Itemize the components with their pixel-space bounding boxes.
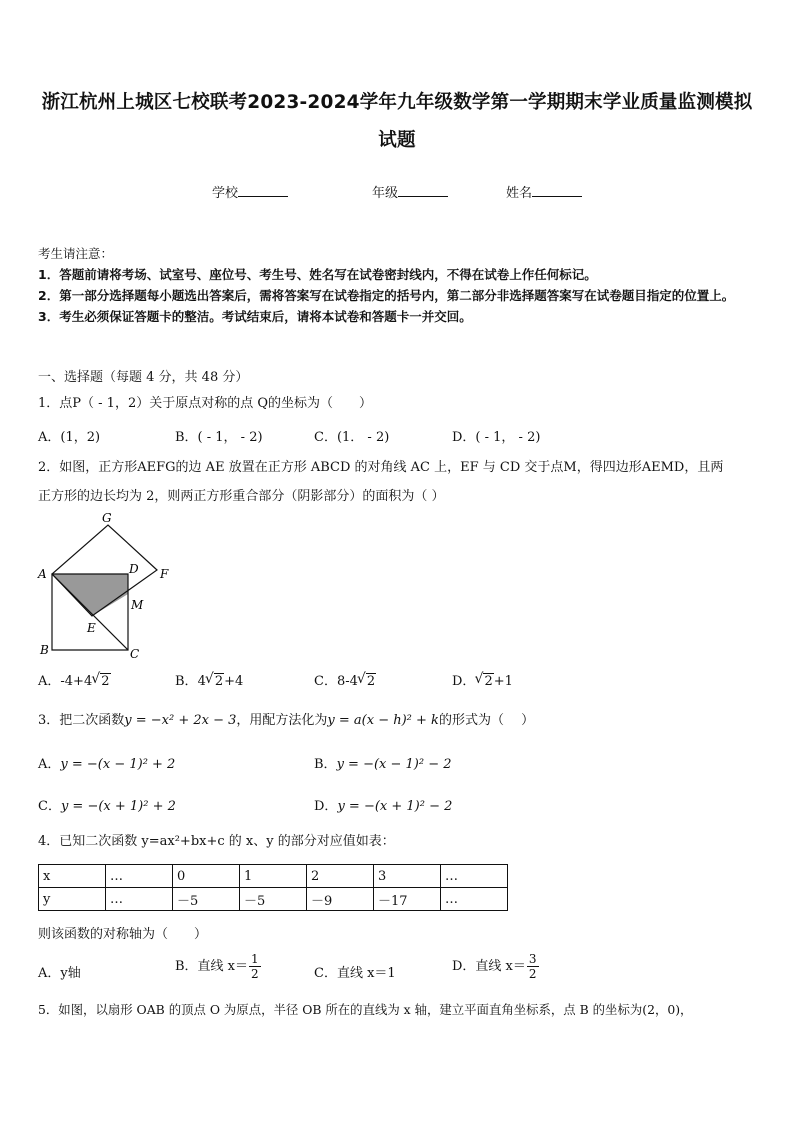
q1-option-d[interactable]: D．( - 1， - 2) <box>452 430 541 445</box>
option-letter: D． <box>452 674 476 689</box>
question-3-stem <box>38 708 758 733</box>
q2-option-b[interactable] <box>175 670 243 689</box>
q3-middle: ，用配方法化为 <box>236 713 328 728</box>
label-a: A <box>38 567 47 581</box>
q1-option-c[interactable]: C．(1． - 2) <box>314 430 390 445</box>
label-c: C <box>130 647 140 660</box>
q2-option-d[interactable] <box>452 670 513 689</box>
question-5-stem: 5．如图，以扇形 OAB 的顶点 O 为原点，半径 OB 所在的直线为 x 轴，建立平面直角坐标系，点 B 的坐标为(2，0)， <box>38 1002 693 1017</box>
option-letter: B． <box>175 674 198 689</box>
q3-option-d[interactable] <box>314 795 452 814</box>
table-row <box>39 865 508 888</box>
option-coefficient: 8-4 <box>336 674 358 689</box>
q2-figure <box>30 508 180 664</box>
numerator: 1 <box>251 952 259 966</box>
radicand: 2 <box>214 674 224 689</box>
numerator: 3 <box>528 952 537 966</box>
q4-option-d[interactable] <box>452 952 540 981</box>
table-cell: … <box>441 888 508 911</box>
option-expression: y = −(x − 1)² − 2 <box>336 757 452 772</box>
q4-option-b[interactable] <box>175 952 262 981</box>
table-cell: … <box>441 865 508 888</box>
q2-option-a[interactable] <box>38 670 111 689</box>
option-label: B．直线 x＝ <box>175 959 249 974</box>
label-f: F <box>160 567 169 581</box>
label-b: B <box>40 643 49 657</box>
q3-option-b[interactable] <box>314 753 452 772</box>
name-label: 姓名 <box>506 186 533 201</box>
notice-item: 2．第一部分选择题每小题选出答案后，需将答案写在试卷指定的括号内，第二部分非选择题答案写在试卷题目指定的位置上。 <box>38 288 735 303</box>
sqrt-symbol <box>358 674 376 689</box>
option-coefficient: -4+4 <box>60 674 93 689</box>
table-row <box>39 888 508 911</box>
option-suffix: +4 <box>224 674 244 689</box>
page-title <box>40 84 754 160</box>
option-letter: D． <box>314 799 338 814</box>
option-expression: y = −(x + 1)² − 2 <box>337 799 453 814</box>
grade-field[interactable] <box>372 182 448 201</box>
q4-option-a[interactable] <box>38 962 81 981</box>
radicand: 2 <box>101 674 110 689</box>
q1-option-b[interactable]: B．( - 1， - 2) <box>175 430 263 445</box>
q3-prefix: 3．把二次函数 <box>38 713 125 728</box>
table-cell: －5 <box>240 888 307 911</box>
fraction <box>249 952 261 981</box>
notice-item: 3．考生必须保证答题卡的整洁。考试结束后，请将本试卷和答题卡一并交回。 <box>38 309 472 324</box>
name-blank[interactable] <box>532 184 582 197</box>
question-4-prompt: 则该函数的对称轴为（ ） <box>38 927 208 942</box>
table-cell: 0 <box>173 865 240 888</box>
grade-label: 年级 <box>372 186 399 201</box>
question-4-stem: 4．已知二次函数 y=ax²+bx+c 的 x、y 的部分对应值如表： <box>38 834 395 849</box>
option-letter: C． <box>38 799 61 814</box>
school-field[interactable] <box>212 182 288 201</box>
option-label: A．y轴 <box>38 966 81 981</box>
radicand: 2 <box>484 674 493 689</box>
option-letter: B． <box>314 757 337 772</box>
name-field[interactable] <box>506 182 582 201</box>
q4-value-table <box>38 864 508 911</box>
table-cell: … <box>106 888 173 911</box>
table-cell: 1 <box>240 865 307 888</box>
title-line-1: 浙江杭州上城区七校联考2023-2024学年九年级数学第一学期期末学业质量监测模拟 <box>41 92 753 113</box>
option-letter: A． <box>38 674 61 689</box>
q3-suffix: 的形式为（ ） <box>438 713 535 728</box>
table-cell: 2 <box>307 865 374 888</box>
notice-item: 1．答题前请将考场、试室号、座位号、考生号、姓名写在试卷密封线内，不得在试卷上作任何标记。 <box>38 267 597 282</box>
table-cell: －9 <box>307 888 374 911</box>
sqrt-symbol <box>206 674 224 689</box>
q3-option-c[interactable] <box>38 795 176 814</box>
title-line-2: 试题 <box>378 130 416 151</box>
option-coefficient: 4 <box>197 674 206 689</box>
table-cell: y <box>39 888 106 911</box>
radicand: 2 <box>366 674 376 689</box>
option-suffix: +1 <box>493 674 513 689</box>
notice-heading: 考生请注意： <box>38 246 114 261</box>
label-d: D <box>129 562 139 576</box>
fraction <box>527 952 539 981</box>
question-1-stem: 1．点P（ - 1，2）关于原点对称的点 Q的坐标为（ ） <box>38 396 373 411</box>
two-squares-diagram <box>30 508 180 660</box>
table-cell: －5 <box>173 888 240 911</box>
table-cell: … <box>106 865 173 888</box>
question-2-stem-line-1: 2．如图，正方形AEFG的边 AE 放置在正方形 ABCD 的对角线 AC 上，EF 与 CD 交于点M，得四边形AEMD，且两 <box>38 460 724 475</box>
option-letter: A． <box>38 757 61 772</box>
sqrt-symbol <box>92 674 110 689</box>
school-blank[interactable] <box>238 184 288 197</box>
exam-notice <box>38 243 758 327</box>
denominator: 2 <box>528 967 537 981</box>
q4-option-c[interactable] <box>314 962 396 981</box>
question-2-stem-line-2: 正方形的边长均为 2，则两正方形重合部分（阴影部分）的面积为（ ） <box>38 489 445 504</box>
shaded-region <box>52 574 128 616</box>
q3-option-a[interactable] <box>38 753 175 772</box>
option-expression: y = −(x − 1)² + 2 <box>60 757 176 772</box>
option-label: D．直线 x＝ <box>452 959 526 974</box>
school-label: 学校 <box>212 186 239 201</box>
table-cell: 3 <box>374 865 441 888</box>
q2-option-c[interactable] <box>314 670 376 689</box>
label-m: M <box>131 598 144 612</box>
label-g: G <box>102 511 112 525</box>
table-cell: x <box>39 865 106 888</box>
q1-option-a[interactable]: A．(1，2) <box>38 430 101 445</box>
option-expression: y = −(x + 1)² + 2 <box>60 799 176 814</box>
label-e: E <box>87 621 96 635</box>
option-letter: C． <box>314 674 337 689</box>
q3-function: y = −x² + 2x − 3 <box>124 713 237 728</box>
grade-blank[interactable] <box>398 184 448 197</box>
section-heading: 一、选择题（每题 4 分，共 48 分） <box>38 370 249 385</box>
table-cell: －17 <box>374 888 441 911</box>
q3-vertex-form: y = a(x − h)² + k <box>327 713 439 728</box>
sqrt-symbol <box>475 674 493 689</box>
denominator: 2 <box>251 967 259 981</box>
option-label: C．直线 x＝1 <box>314 966 396 981</box>
